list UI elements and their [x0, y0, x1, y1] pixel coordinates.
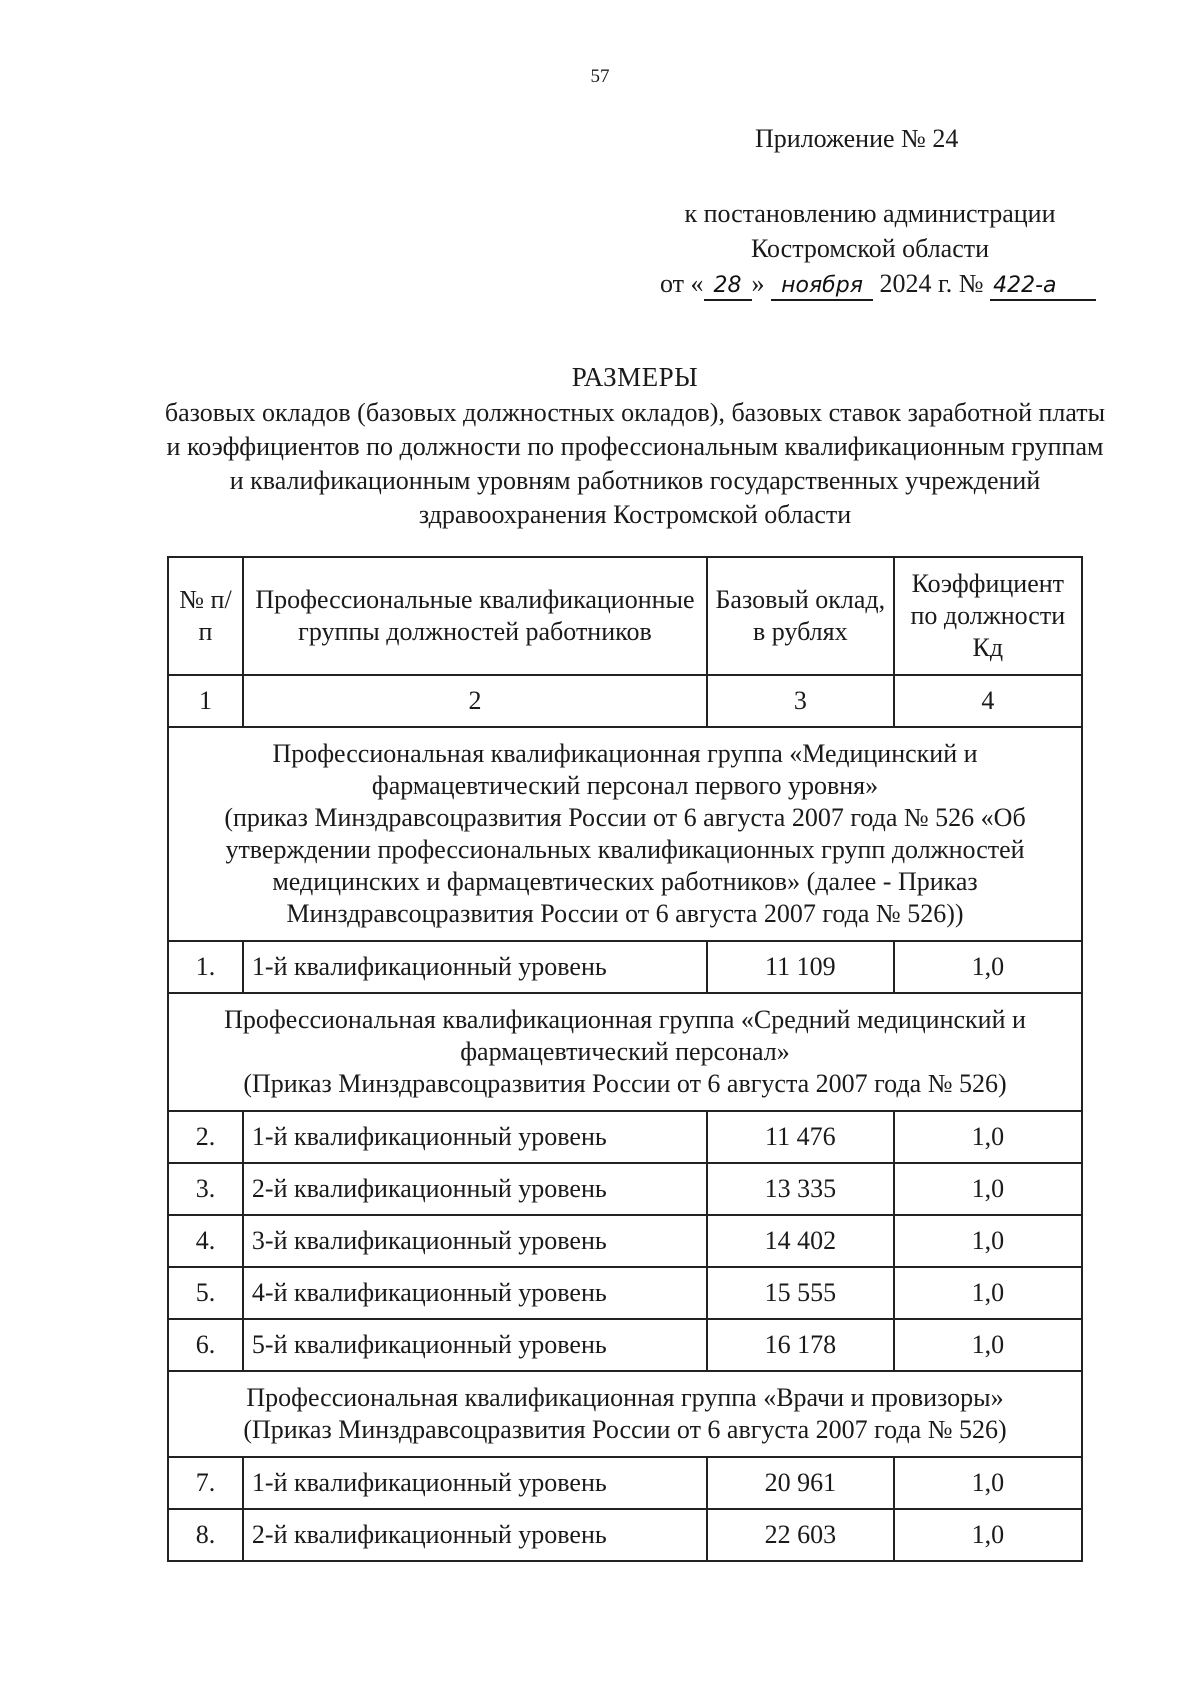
header-num: № п/п	[168, 557, 243, 675]
group-header-row	[168, 727, 1082, 941]
table-row	[168, 1457, 1082, 1509]
group-note: (приказ Минздравсоцразвития России от 6 августа 2007 года № 526 «Об утверждении профессиональных квалификационных групп должностей медицинских и фармацевтических работников» (далее - Приказ Минздравсоцразвития России от 6 августа 2007 года № 526))	[224, 803, 1026, 928]
row-level: 5-й квалификационный уровень	[243, 1319, 707, 1371]
appendix-label: Приложение № 24	[755, 124, 959, 153]
handwritten-day: 28	[704, 273, 752, 301]
row-num: 8.	[168, 1509, 243, 1561]
row-salary: 15 555	[707, 1267, 894, 1319]
column-index: 2	[243, 675, 707, 727]
row-salary: 20 961	[707, 1457, 894, 1509]
row-salary: 11 476	[707, 1111, 894, 1163]
page-number: 57	[590, 66, 610, 87]
column-index: 4	[894, 675, 1082, 727]
row-num: 3.	[168, 1163, 243, 1215]
row-level: 1-й квалификационный уровень	[243, 1457, 707, 1509]
row-num: 2.	[168, 1111, 243, 1163]
group-header	[168, 993, 1082, 1111]
row-salary: 16 178	[707, 1319, 894, 1371]
header-salary: Базовый оклад, в рублях	[707, 557, 894, 675]
handwritten-decree-number: 422-а	[990, 273, 1096, 301]
group-header-row	[168, 993, 1082, 1111]
row-coef: 1,0	[894, 1215, 1082, 1267]
group-note: (Приказ Минздравсоцразвития России от 6 августа 2007 года № 526)	[243, 1415, 1007, 1444]
date-year: 2024 г. №	[873, 269, 991, 298]
document-subtitle: базовых окладов (базовых должностных окладов), базовых ставок заработной платы и коэффициентов по должности по профессиональным квалификационным группам и квалификационным уровням работников государственных учреждений здравоохранения Костромской области	[164, 398, 1106, 529]
group-title: Профессиональная квалификационная группа «Медицинский и фармацевтический персонал первого уровня»	[272, 739, 978, 800]
decree-line-2: Костромской области	[750, 234, 990, 263]
row-coef: 1,0	[894, 1319, 1082, 1371]
row-coef: 1,0	[894, 1163, 1082, 1215]
row-num: 5.	[168, 1267, 243, 1319]
row-salary: 11 109	[707, 941, 894, 993]
row-level: 2-й квалификационный уровень	[243, 1509, 707, 1561]
group-title: Профессиональная квалификационная группа «Средний медицинский и фармацевтический персонал»	[224, 1005, 1026, 1066]
row-num: 6.	[168, 1319, 243, 1371]
header-name: Профессиональные квалификационные группы должностей работников	[243, 557, 707, 675]
decree-reference	[660, 196, 1080, 301]
row-level: 3-й квалификационный уровень	[243, 1215, 707, 1267]
row-level: 1-й квалификационный уровень	[243, 1111, 707, 1163]
row-coef: 1,0	[894, 1509, 1082, 1561]
column-index: 1	[168, 675, 243, 727]
table-row	[168, 1111, 1082, 1163]
row-level: 1-й квалификационный уровень	[243, 941, 707, 993]
handwritten-month: ноября	[771, 273, 873, 301]
column-index: 3	[707, 675, 894, 727]
row-level: 4-й квалификационный уровень	[243, 1267, 707, 1319]
row-salary: 13 335	[707, 1163, 894, 1215]
group-note: (Приказ Минздравсоцразвития России от 6 августа 2007 года № 526)	[243, 1069, 1007, 1098]
table-row	[168, 1319, 1082, 1371]
table-row	[168, 1509, 1082, 1561]
row-num: 4.	[168, 1215, 243, 1267]
header-coef: Коэффициент по должности Кд	[894, 557, 1082, 675]
row-num: 7.	[168, 1457, 243, 1509]
decree-line-1: к постановлению администрации	[684, 199, 1056, 228]
row-coef: 1,0	[894, 1457, 1082, 1509]
row-salary: 14 402	[707, 1215, 894, 1267]
group-header	[168, 1371, 1082, 1457]
row-level: 2-й квалификационный уровень	[243, 1163, 707, 1215]
date-mid: »	[751, 269, 772, 298]
row-coef: 1,0	[894, 941, 1082, 993]
row-salary: 22 603	[707, 1509, 894, 1561]
salary-table	[167, 556, 1083, 1562]
row-coef: 1,0	[894, 1267, 1082, 1319]
date-prefix: от «	[660, 269, 704, 298]
table-row	[168, 1215, 1082, 1267]
column-index-row	[168, 675, 1082, 727]
table-row	[168, 1163, 1082, 1215]
table-row	[168, 941, 1082, 993]
group-header	[168, 727, 1082, 941]
table-row	[168, 1267, 1082, 1319]
decree-date-line	[660, 266, 1080, 301]
row-coef: 1,0	[894, 1111, 1082, 1163]
document-title: РАЗМЕРЫ	[571, 362, 699, 392]
row-num: 1.	[168, 941, 243, 993]
group-header-row	[168, 1371, 1082, 1457]
group-title: Профессиональная квалификационная группа «Врачи и провизоры»	[246, 1383, 1004, 1412]
table-header-row	[168, 557, 1082, 675]
